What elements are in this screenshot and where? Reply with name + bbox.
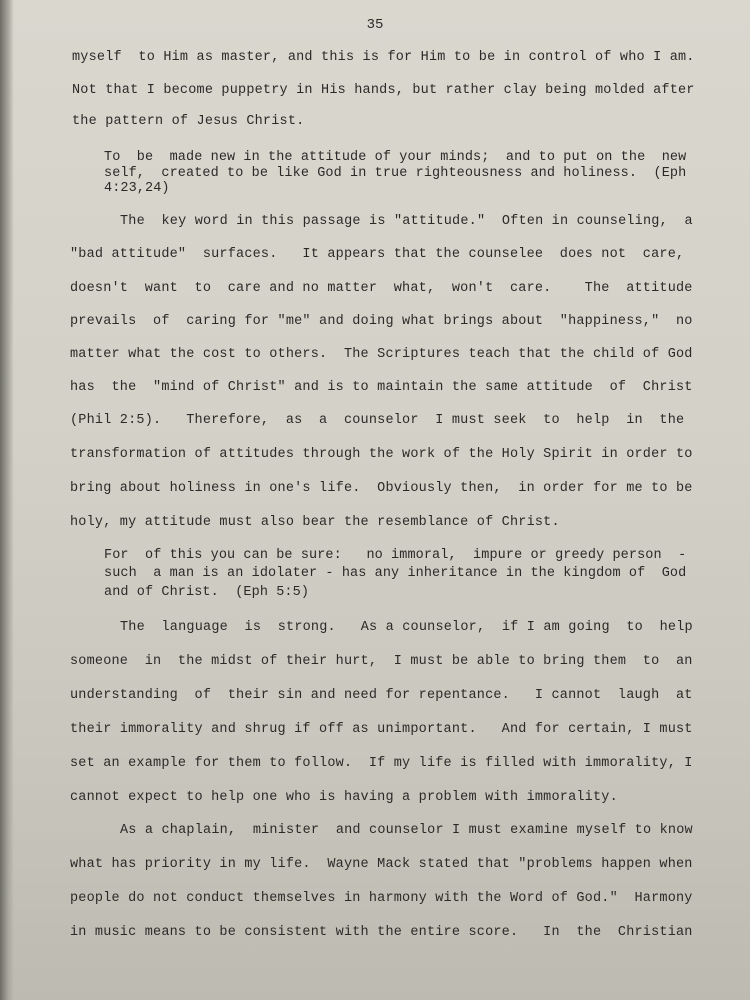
text-line: people do not conduct themselves in harmony with the Word of God." Harmony [70,891,693,906]
text-line: doesn't want to care and no matter what, won't care. The attitude [70,281,693,296]
text-line: someone in the midst of their hurt, I must be able to bring them to an [70,654,693,669]
block-quote-line: such a man is an idolater - has any inheritance in the kingdom of God [104,566,687,581]
block-quote-line: 4:23,24) [104,181,170,196]
text-line: transformation of attitudes through the work of the Holy Spirit in order to [70,447,693,462]
text-line: prevails of caring for "me" and doing what brings about "happiness," no [70,314,693,329]
text-line: holy, my attitude must also bear the resemblance of Christ. [70,515,560,530]
text-line: matter what the cost to others. The Scriptures teach that the child of God [70,347,693,362]
block-quote-line: and of Christ. (Eph 5:5) [104,585,310,600]
text-line: (Phil 2:5). Therefore, as a counselor I must seek to help in the [70,413,685,428]
block-quote-line: To be made new in the attitude of your minds; and to put on the new [104,150,687,165]
text-line: the pattern of Jesus Christ. [72,114,305,129]
text-line: Not that I become puppetry in His hands, but rather clay being molded after [72,83,695,98]
text-line: As a chaplain, minister and counselor I must examine myself to know [120,823,693,838]
page-number: 35 [366,17,384,33]
text-line: has the "mind of Christ" and is to maintain the same attitude of Christ [70,380,693,395]
text-line: myself to Him as master, and this is for Him to be in control of who I am. [72,50,695,65]
text-line: what has priority in my life. Wayne Mack stated that "problems happen when [70,857,693,872]
block-quote-line: For of this you can be sure: no immoral, impure or greedy person - [104,548,687,563]
text-line: understanding of their sin and need for repentance. I cannot laugh at [70,688,693,703]
text-line: bring about holiness in one's life. Obviously then, in order for me to be [70,481,693,496]
text-line: set an example for them to follow. If my life is filled with immorality, I [70,756,693,771]
text-line: "bad attitude" surfaces. It appears that the counselee does not care, [70,247,685,262]
binding-shadow [0,0,14,1000]
text-line: their immorality and shrug if off as unimportant. And for certain, I must [70,722,693,737]
text-line: cannot expect to help one who is having a problem with immorality. [70,790,618,805]
text-line: The key word in this passage is "attitude." Often in counseling, a [120,214,693,229]
block-quote-line: self, created to be like God in true righteousness and holiness. (Eph [104,166,687,181]
text-line: in music means to be consistent with the entire score. In the Christian [70,925,693,940]
text-line: The language is strong. As a counselor, if I am going to help [120,620,693,635]
